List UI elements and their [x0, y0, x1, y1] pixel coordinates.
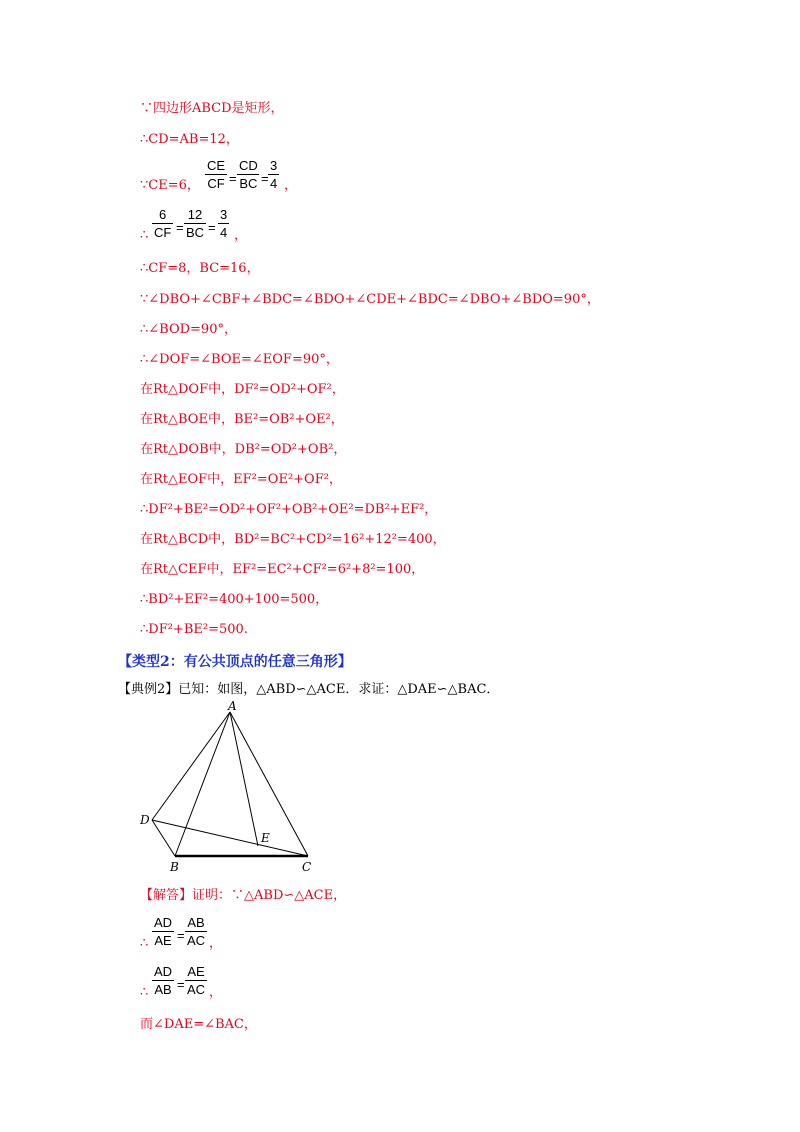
- proof-line-7: ∴∠BOD=90°，: [140, 322, 237, 337]
- proof-line-17: ∴DF²+BE²=500.: [140, 622, 248, 637]
- fraction-ad-ab: [152, 964, 174, 997]
- fraction-12-bc: [184, 207, 206, 240]
- label-c: C: [302, 860, 312, 874]
- fraction-3-4: [218, 207, 229, 240]
- label-d: D: [140, 813, 150, 827]
- equals-sign: =: [177, 977, 185, 992]
- numerator: 3: [270, 158, 278, 173]
- numerator: 6: [159, 207, 167, 222]
- label-b: B: [170, 860, 179, 874]
- denominator: BC: [186, 225, 205, 240]
- equals-sign: =: [229, 171, 237, 186]
- numerator: AD: [154, 964, 173, 979]
- proof-line-4-prefix: ∴: [140, 228, 149, 243]
- numerator: CE: [207, 158, 226, 173]
- label-a: A: [228, 700, 237, 713]
- numerator: AD: [154, 915, 173, 930]
- equals-sign: =: [176, 220, 184, 235]
- denominator: CF: [154, 225, 172, 240]
- fraction-ab-ac: [185, 915, 207, 948]
- denominator: AC: [187, 933, 206, 948]
- denominator: CF: [207, 176, 225, 191]
- fraction-ae-ac: [185, 964, 207, 997]
- segment-ad: [152, 712, 230, 820]
- numerator: 3: [220, 207, 228, 222]
- label-e: E: [261, 831, 270, 845]
- denominator: AE: [154, 933, 172, 948]
- section-heading: 【类型2：有公共顶点的任意三角形】: [118, 654, 352, 670]
- numerator: AE: [187, 964, 205, 979]
- segment-dc: [152, 820, 308, 856]
- fraction-6-cf: [152, 207, 173, 240]
- proof-line-3-prefix: ∵CE=6，: [140, 178, 200, 193]
- equals-sign: =: [261, 171, 269, 186]
- example-statement: 【典例2】已知：如图，△ABD∽△ACE．求证：△DAE∽△BAC．: [118, 682, 500, 697]
- numerator: 12: [187, 207, 203, 222]
- proof-line-13: ∴DF²+BE²=OD²+OF²+OB²+OE²=DB²+EF²，: [140, 502, 438, 517]
- denominator: AB: [154, 982, 172, 997]
- equals-sign: =: [208, 220, 216, 235]
- denominator: 4: [220, 225, 228, 240]
- numerator: AB: [187, 915, 205, 930]
- proof-line-16: ∴BD²+EF²=400+100=500，: [140, 592, 329, 607]
- proof-line-14: 在Rt△BCD中，BD²=BC²+CD²=16²+12²=400，: [140, 532, 446, 547]
- segment-ae: [230, 712, 258, 846]
- denominator: AC: [187, 982, 206, 997]
- proof-line-11: 在Rt△DOB中，DB²=OD²+OB²，: [140, 442, 347, 457]
- equals-sign: =: [177, 928, 185, 943]
- proof-line-1: ∵四边形ABCD是矩形，: [140, 101, 284, 116]
- proof-line-6: ∵∠DBO+∠CBF+∠BDC=∠BDO+∠CDE+∠BDC=∠DBO+∠BDO=90°，: [140, 292, 600, 307]
- proof-line-15: 在Rt△CEF中，EF²=EC²+CF²=6²+8²=100，: [140, 562, 425, 577]
- proof-line-12: 在Rt△EOF中，EF²=OE²+OF²，: [140, 472, 342, 487]
- answer-line-4: 而∠DAE=∠BAC，: [140, 1017, 257, 1032]
- punctuation: ，: [209, 985, 223, 1000]
- triangle-diagram: [130, 700, 330, 880]
- answer-line-1: 【解答】证明：∵△ABD∽△ACE，: [140, 888, 347, 903]
- denominator: 4: [270, 176, 278, 191]
- fraction-ad-ae: [152, 915, 174, 948]
- proof-line-8: ∴∠DOF=∠BOE=∠EOF=90°，: [140, 352, 339, 367]
- punctuation: ，: [209, 936, 223, 951]
- punctuation: ，: [284, 178, 298, 193]
- proof-line-5: ∴CF=8，BC=16，: [140, 261, 260, 276]
- segment-ab: [175, 712, 230, 856]
- answer-fraction-1-prefix: ∴: [140, 936, 149, 951]
- answer-fraction-2-prefix: ∴: [140, 985, 149, 1000]
- denominator: BC: [239, 176, 258, 191]
- numerator: CD: [239, 158, 258, 173]
- punctuation: ，: [234, 228, 248, 243]
- proof-line-2: ∴CD=AB=12，: [140, 132, 239, 147]
- fraction-cd-bc: [237, 158, 260, 191]
- fraction-3-4: [268, 158, 279, 191]
- proof-line-10: 在Rt△BOE中，BE²=OB²+OE²，: [140, 412, 344, 427]
- fraction-ce-cf: [205, 158, 227, 191]
- segment-db: [152, 820, 175, 856]
- proof-line-9: 在Rt△DOF中，DF²=OD²+OF²，: [140, 382, 345, 397]
